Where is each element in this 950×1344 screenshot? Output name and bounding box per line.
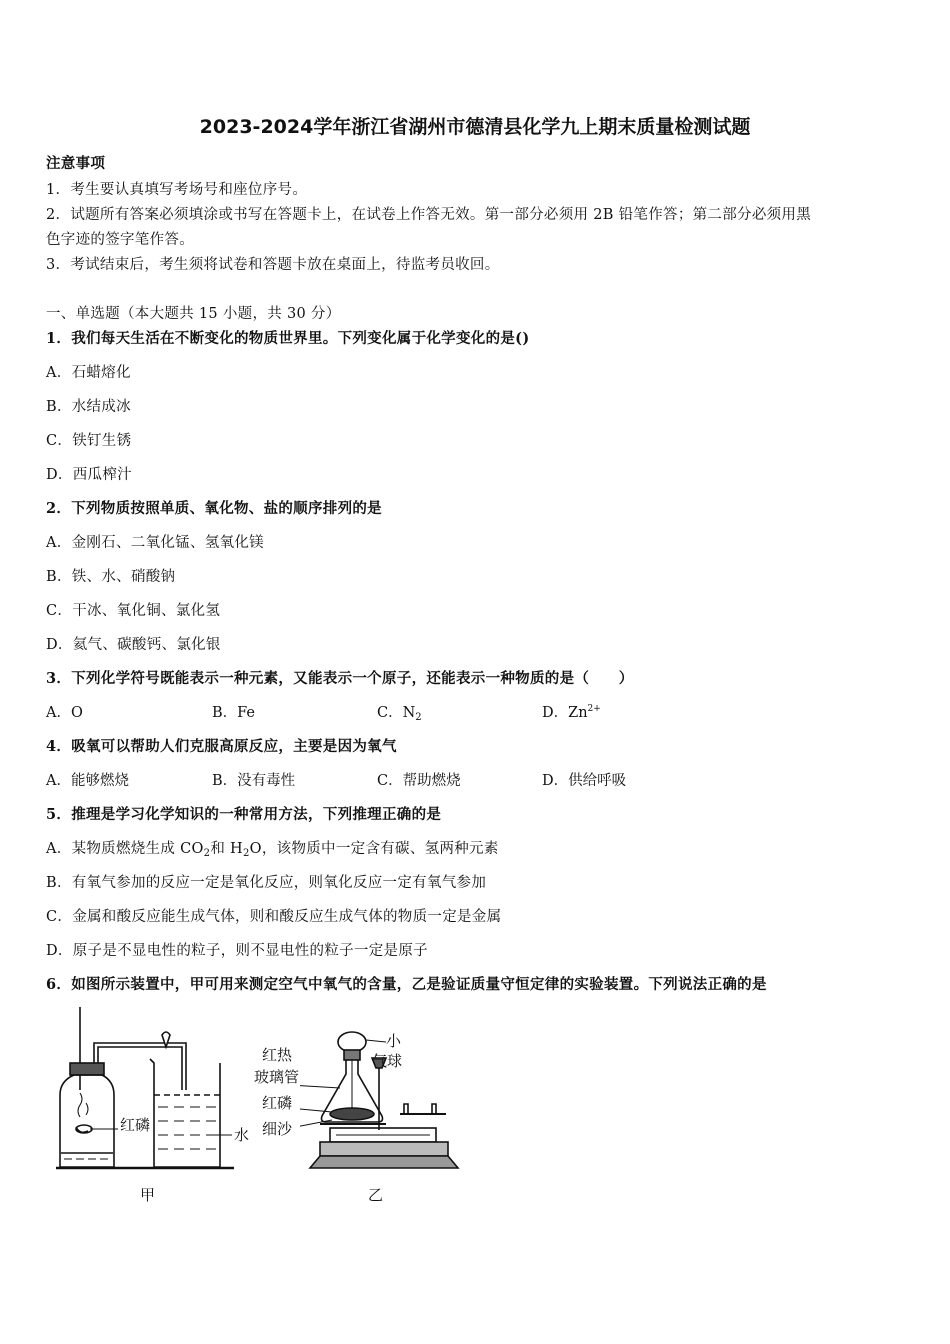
q4-stem: 4．吸氧可以帮助人们克服高原反应，主要是因为氧气 — [46, 738, 397, 755]
q3-stem: 3．下列化学符号既能表示一种元素，又能表示一个原子，还能表示一种物质的是（ ） — [46, 670, 634, 687]
notice-item-2: 2．试题所有答案必须填涂或书写在答题卡上，在试卷上作答无效。第一部分必须用 2B 铅笔作答；第二部分必须用黑 — [46, 207, 812, 223]
notice-item-2-cont: 色字迹的签字笔作答。 — [46, 232, 194, 248]
yi-hot-tube-label-2: 玻璃管 — [254, 1068, 300, 1086]
q2-option-a: A．金刚石、二氧化锰、氢氧化镁 — [46, 535, 264, 551]
notice-item-1: 1．考生要认真填写考场号和座位序号。 — [46, 182, 308, 198]
yi-hot-tube-label-1: 红热 — [262, 1046, 293, 1064]
q5-option-a-sub2: 2 — [243, 848, 250, 859]
q5-option-b: B．有氧气参加的反应一定是氧化反应，则氧化反应一定有氧气参加 — [46, 875, 487, 891]
q1-option-d: D．西瓜榨汁 — [46, 467, 132, 483]
notice-item-3: 3．考试结束后，考生须将试卷和答题卡放在桌面上，待监考员收回。 — [46, 257, 500, 273]
q5-option-a-part2: 和 H — [210, 841, 243, 857]
q3-option-a: A．O — [46, 705, 83, 721]
q3-option-c — [377, 701, 422, 723]
q3-option-d-superscript: 2+ — [587, 704, 601, 714]
notice-heading: 注意事项 — [46, 155, 106, 172]
q5-option-a-part3: O，该物质中一定含有碳、氢两种元素 — [249, 841, 499, 857]
q3-option-c-subscript: 2 — [415, 712, 422, 723]
q5-option-c: C．金属和酸反应能生成气体，则和酸反应生成气体的物质一定是金属 — [46, 909, 502, 925]
yi-caption: 乙 — [368, 1186, 384, 1204]
q5-option-a-part1: A．某物质燃烧生成 CO — [46, 841, 204, 857]
q4-option-d: D．供给呼吸 — [542, 773, 627, 789]
yi-balloon-label-2: 气球 — [372, 1052, 403, 1070]
q5-option-a — [46, 837, 499, 859]
yi-sand-label: 细沙 — [262, 1120, 293, 1138]
q2-option-c: C．干冰、氧化铜、氯化氢 — [46, 603, 221, 619]
q4-option-c: C．帮助燃烧 — [377, 773, 461, 789]
q5-stem: 5．推理是学习化学知识的一种常用方法，下列推理正确的是 — [46, 806, 442, 823]
q3-option-c-text: C．N — [377, 705, 416, 721]
q5-option-d: D．原子是不显电性的粒子，则不显电性的粒子一定是原子 — [46, 943, 428, 959]
q1-option-c: C．铁钉生锈 — [46, 433, 132, 449]
q2-option-d: D．氦气、碳酸钙、氯化银 — [46, 637, 221, 653]
q4-option-b: B．没有毒性 — [212, 773, 296, 789]
page-title: 2023-2024学年浙江省湖州市德清县化学九上期末质量检测试题 — [199, 116, 751, 138]
figure-jia-apparatus — [50, 1005, 260, 1175]
jia-caption: 甲 — [140, 1186, 156, 1204]
q2-option-b: B．铁、水、硝酸钠 — [46, 569, 176, 585]
q4-option-a: A．能够燃烧 — [46, 773, 129, 789]
q1-option-a: A．石蜡熔化 — [46, 365, 131, 381]
q5-option-a-sub1: 2 — [203, 848, 211, 859]
jia-water-label: 水 — [234, 1126, 250, 1144]
q1-option-b: B．水结成冰 — [46, 399, 131, 415]
section-heading: 一、单选题（本大题共 15 小题，共 30 分） — [46, 306, 341, 322]
q3-option-b: B．Fe — [212, 705, 256, 721]
q2-stem: 2．下列物质按照单质、氧化物、盐的顺序排列的是 — [46, 500, 382, 517]
q6-stem: 6．如图所示装置中，甲可用来测定空气中氧气的含量，乙是验证质量守恒定律的实验装置。下列说法正确的是 — [46, 976, 767, 993]
yi-balloon-label-1: 小 — [386, 1032, 402, 1050]
jia-red-phosphorus-label: 红磷 — [120, 1116, 151, 1134]
q3-option-d-text: D．Zn — [542, 705, 588, 721]
q3-option-d — [542, 701, 601, 722]
q1-stem: 1．我们每天生活在不断变化的物质世界里。下列变化属于化学变化的是() — [46, 330, 530, 347]
yi-red-phosphorus-label: 红磷 — [262, 1094, 293, 1112]
